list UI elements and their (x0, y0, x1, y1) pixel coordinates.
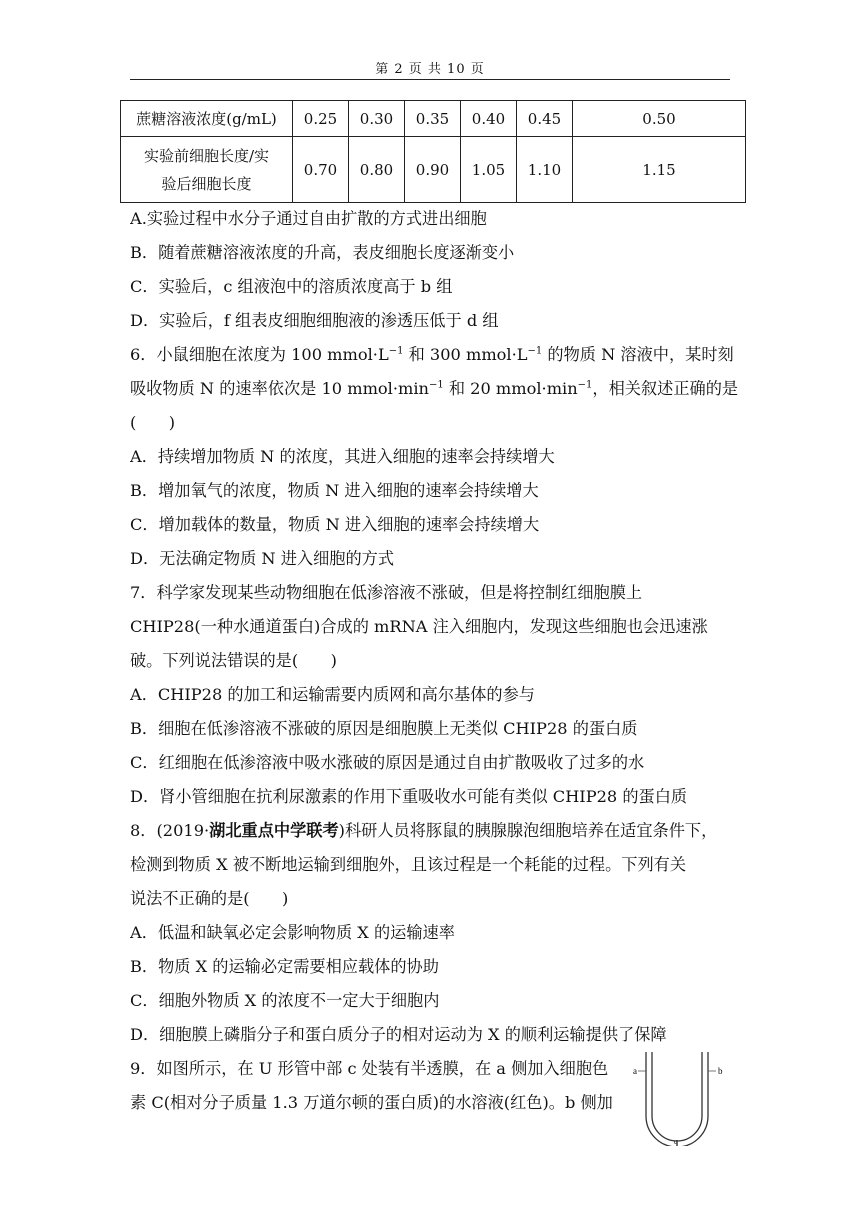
q6-text: 和 20 mmol·min (443, 379, 578, 398)
q8-stem-line (130, 814, 742, 848)
q7-option-d: D．肾小管细胞在抗利尿激素的作用下重吸收水可能有类似 CHIP28 的蛋白质 (130, 787, 688, 806)
q6-stem-line (130, 338, 742, 372)
superscript: −1 (388, 345, 404, 357)
q9-stem-line: 素 C(相对分子质量 1.3 万道尔顿的蛋白质)的水溶液(红色)。b 侧加 (130, 1093, 613, 1112)
label-a: a (633, 1066, 637, 1076)
label-c: c (674, 1138, 678, 1146)
u-tube-outer-wall (646, 1052, 708, 1146)
table-cell: 0.90 (405, 137, 461, 203)
q6-text: ，相关叙述正确的是 (592, 379, 739, 398)
table-cell: 0.70 (293, 137, 349, 203)
table-cell: 1.15 (573, 137, 746, 203)
q7-stem-line: CHIP28(一种水通道蛋白)合成的 mRNA 注入细胞内，发现这些细胞也会迅速涨 (130, 617, 708, 636)
table-cell: 1.10 (517, 137, 573, 203)
page-header: 第 2 页 共 10 页 (375, 62, 485, 77)
q6-stem-line: ( ) (130, 413, 176, 432)
table-cell: 0.50 (573, 101, 746, 137)
u-tube-figure (632, 1046, 732, 1146)
q8-option-c: C．细胞外物质 X 的浓度不一定大于细胞内 (130, 991, 440, 1010)
q6-option-a: A．持续增加物质 N 的浓度，其进入细胞的速率会持续增大 (130, 447, 555, 466)
table-row (121, 137, 746, 203)
u-tube-inner-wall (652, 1052, 702, 1141)
q5-option-a: A.实验过程中水分子通过自由扩散的方式进出细胞 (130, 209, 487, 228)
q7-stem-line: 7．科学家发现某些动物细胞在低渗溶液不涨破，但是将控制红细胞膜上 (130, 583, 643, 602)
q5-option-d: D．实验后，f 组表皮细胞细胞液的渗透压低于 d 组 (130, 311, 499, 330)
q8-option-d: D．细胞膜上磷脂分子和蛋白质分子的相对运动为 X 的顺利运输提供了保障 (130, 1025, 667, 1044)
table-row (121, 101, 746, 137)
q8-option-a: A．低温和缺氧必定会影响物质 X 的运输速率 (130, 923, 455, 942)
q8-number: 8．(2019· (130, 821, 210, 840)
table-cell: 0.35 (405, 101, 461, 137)
table-cell: 0.25 (293, 101, 349, 137)
q7-stem-line: 破。下列说法错误的是( ) (130, 651, 337, 670)
q7-option-a: A．CHIP28 的加工和运输需要内质网和高尔基体的参与 (130, 685, 535, 704)
table-cell: 0.80 (349, 137, 405, 203)
q9-stem-line: 9．如图所示，在 U 形管中部 c 处装有半透膜，在 a 侧加入细胞色 (130, 1059, 609, 1078)
q6-text: 6．小鼠细胞在浓度为 100 mmol·L (130, 345, 389, 364)
superscript: −1 (577, 379, 593, 391)
table-cell: 0.30 (349, 101, 405, 137)
q6-option-d: D．无法确定物质 N 进入细胞的方式 (130, 549, 395, 568)
label-b: b (718, 1066, 723, 1076)
q6-option-c: C．增加载体的数量，物质 N 进入细胞的速率会持续增大 (130, 515, 540, 534)
data-table (120, 100, 746, 203)
table-label-line: 验后细胞长度 (161, 174, 252, 193)
table-cell-label (121, 137, 293, 203)
q8-source: 湖北重点中学联考 (209, 821, 339, 840)
table-cell: 1.05 (461, 137, 517, 203)
question-body (130, 202, 742, 1120)
q8-text: )科研人员将豚鼠的胰腺腺泡细胞培养在适宜条件下， (338, 821, 718, 840)
table-cell-label: 蔗糖溶液浓度(g/mL) (121, 101, 293, 137)
q6-text: 吸收物质 N 的速率依次是 10 mmol·min (130, 379, 429, 398)
q6-text: 的物质 N 溶液中，某时刻 (542, 345, 734, 364)
q7-option-b: B．细胞在低渗溶液不涨破的原因是细胞膜上无类似 CHIP28 的蛋白质 (130, 719, 638, 738)
q6-stem-line (130, 372, 742, 406)
q5-option-c: C．实验后，c 组液泡中的溶质浓度高于 b 组 (130, 277, 453, 296)
q6-text: 和 300 mmol·L (403, 345, 528, 364)
table-cell: 0.45 (517, 101, 573, 137)
q8-option-b: B．物质 X 的运输必定需要相应载体的协助 (130, 957, 439, 976)
q8-stem-line: 说法不正确的是( ) (130, 889, 289, 908)
superscript: −1 (428, 379, 444, 391)
header-rule (130, 79, 730, 80)
q5-option-b: B．随着蔗糖溶液浓度的升高，表皮细胞长度逐渐变小 (130, 243, 515, 262)
table-label-line: 实验前细胞长度/实 (143, 146, 270, 165)
q7-option-c: C．红细胞在低渗溶液中吸水涨破的原因是通过自由扩散吸收了过多的水 (130, 753, 645, 772)
table-cell: 0.40 (461, 101, 517, 137)
q8-stem-line: 检测到物质 X 被不断地运输到细胞外，且该过程是一个耗能的过程。下列有关 (130, 855, 687, 874)
q6-option-b: B．增加氧气的浓度，物质 N 进入细胞的速率会持续增大 (130, 481, 539, 500)
superscript: −1 (527, 345, 543, 357)
